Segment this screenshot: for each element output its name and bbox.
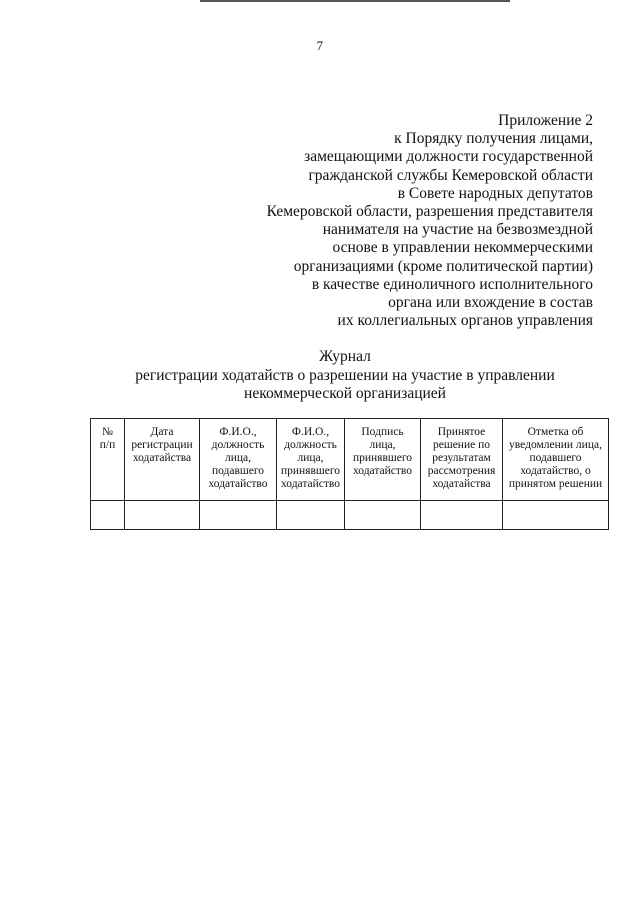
journal-title — [0, 348, 640, 404]
appendix-line: Приложение 2 — [498, 112, 593, 129]
table-row — [91, 501, 609, 530]
table-cell — [345, 501, 421, 530]
journal-title-line: Журнал — [319, 348, 371, 365]
table-cell — [125, 501, 200, 530]
appendix-line: гражданской службы Кемеровской области — [308, 166, 593, 184]
appendix-line: в Совете народных депутатов — [397, 184, 593, 202]
table-header-row — [91, 419, 609, 501]
col-header-applicant: Ф.И.О., должность лица, подавшего ходатайство — [200, 419, 277, 501]
table-cell — [277, 501, 345, 530]
appendix-line: их коллегиальных органов управления — [337, 312, 593, 330]
appendix-line: органа или вхождение в состав — [388, 294, 593, 312]
appendix-line: основе в управлении некоммерческими — [332, 239, 593, 257]
scan-top-rule — [200, 0, 510, 2]
col-header-registration-date: Дата регистрации ходатайства — [125, 419, 200, 501]
appendix-line: организациями (кроме политической партии) — [293, 257, 593, 275]
col-header-notification-mark: Отметка об уведомлении лица, подавшего ходатайство, о принятом решении — [503, 419, 609, 501]
appendix-line: в качестве единоличного исполнительного — [311, 275, 593, 293]
appendix-line: нанимателя на участие на безвозмездной — [322, 221, 593, 239]
col-header-receiver: Ф.И.О., должность лица, принявшего ходатайство — [277, 419, 345, 501]
appendix-heading — [213, 112, 593, 330]
col-header-receiver-signature: Подпись лица, принявшего ходатайство — [345, 419, 421, 501]
table-cell — [91, 501, 125, 530]
col-header-decision: Принятое решение по результатам рассмотрения ходатайства — [421, 419, 503, 501]
table-cell — [200, 501, 277, 530]
journal-title-line: некоммерческой организацией — [244, 385, 446, 402]
page-number: 7 — [316, 38, 324, 53]
col-header-number: № п/п — [91, 419, 125, 501]
appendix-line: к Порядку получения лицами, — [394, 130, 593, 148]
table-cell — [421, 501, 503, 530]
journal-title-line: регистрации ходатайств о разрешении на участие в управлении — [135, 366, 555, 384]
registration-journal-table — [90, 418, 609, 530]
table-cell — [503, 501, 609, 530]
appendix-line: замещающими должности государственной — [304, 148, 593, 166]
appendix-line: Кемеровской области, разрешения представителя — [266, 203, 593, 221]
